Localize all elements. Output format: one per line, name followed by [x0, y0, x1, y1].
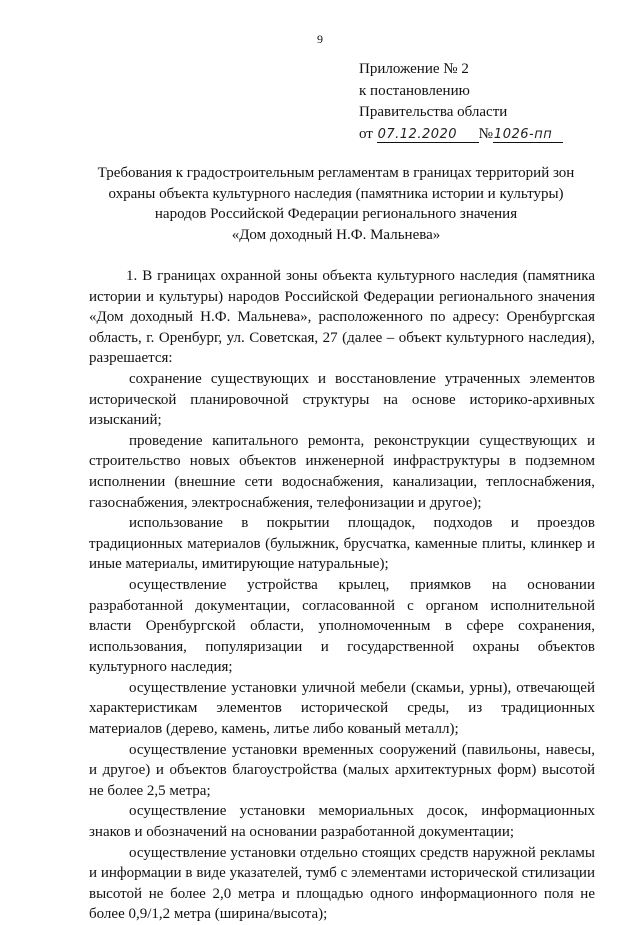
- paragraph-5: осуществление устройства крылец, приямков на основании разработанной документации, согласованной с органом исполнительной власти Оренбургской области, уполномоченным в сфере сохранения, использования, популяризации и государственной охраны объектов культурного наследия;: [89, 576, 595, 676]
- handwritten-date: 07.12.2020: [377, 128, 479, 143]
- title-line: народов Российской Федерации регионального значения: [154, 206, 518, 222]
- date-from-label: от: [359, 125, 373, 142]
- paragraph-2: сохранение существующих и восстановление утраченных элементов исторической планировочной структуры на основе историко-архивных изысканий;: [89, 370, 595, 429]
- document-body: [89, 266, 595, 925]
- paragraph-9: осуществление установки отдельно стоящих средств наружной рекламы и информации в виде указателей, тумб с элементами исторической стилизации высотой не более 2,0 метра и площадью одного информационного поля не более 0,9/1,2 метра (ширина/высота);: [89, 844, 595, 923]
- annex-block: [359, 59, 619, 145]
- paragraph-1: 1. В границах охранной зоны объекта культурного наследия (памятника истории и культуры) народов Российской Федерации регионального значения «Дом доходный Н.Ф. Мальнева», расположенного по адресу: Оренбургская область, г. Оренбург, ул. Советская, 27 (далее – объект культурного наследия), разрешается:: [89, 268, 595, 367]
- paragraph-3: проведение капитального ремонта, реконструкции существующих и строительство новых объектов инженерной инфраструктуры в подземном исполнении (внешние сети водоснабжения, канализации, теплоснабжения, газоснабжения, электроснабжения, телефонизации и другое);: [89, 432, 595, 511]
- title-line: охраны объекта культурного наследия (памятника истории и культуры): [108, 185, 564, 202]
- number-label: №: [478, 125, 493, 142]
- title-line: «Дом доходный Н.Ф. Мальнева»: [231, 226, 441, 243]
- paragraph-6: осуществление установки уличной мебели (скамьи, урны), отвечающей характеристикам элементов исторической среды, из традиционных материалов (дерево, камень, литье либо кованый металл);: [89, 679, 595, 738]
- annex-resolution-ref: к постановлению: [359, 82, 470, 99]
- document-title: [76, 163, 596, 245]
- handwritten-number: 1026-пп: [493, 128, 563, 143]
- paragraph-8: осуществление установки мемориальных досок, информационных знаков и обозначений на основании разработанной документации;: [89, 803, 595, 841]
- annex-title: Приложение № 2: [359, 61, 469, 77]
- paragraph-4: использование в покрытии площадок, подходов и проездов традиционных материалов (булыжник, брусчатка, каменные плиты, клинкер и иные материалы, имитирующие натуральные);: [89, 515, 595, 573]
- annex-date-number: [359, 124, 619, 146]
- annex-government: Правительства области: [359, 104, 508, 120]
- page-number: 9: [317, 32, 323, 46]
- paragraph-7: осуществление установки временных сооружений (павильоны, навесы, и другое) и объектов благоустройства (малых архитектурных форм) высотой не более 2,5 метра;: [89, 741, 595, 799]
- title-line: Требования к градостроительным регламентам в границах территорий зон: [97, 165, 575, 181]
